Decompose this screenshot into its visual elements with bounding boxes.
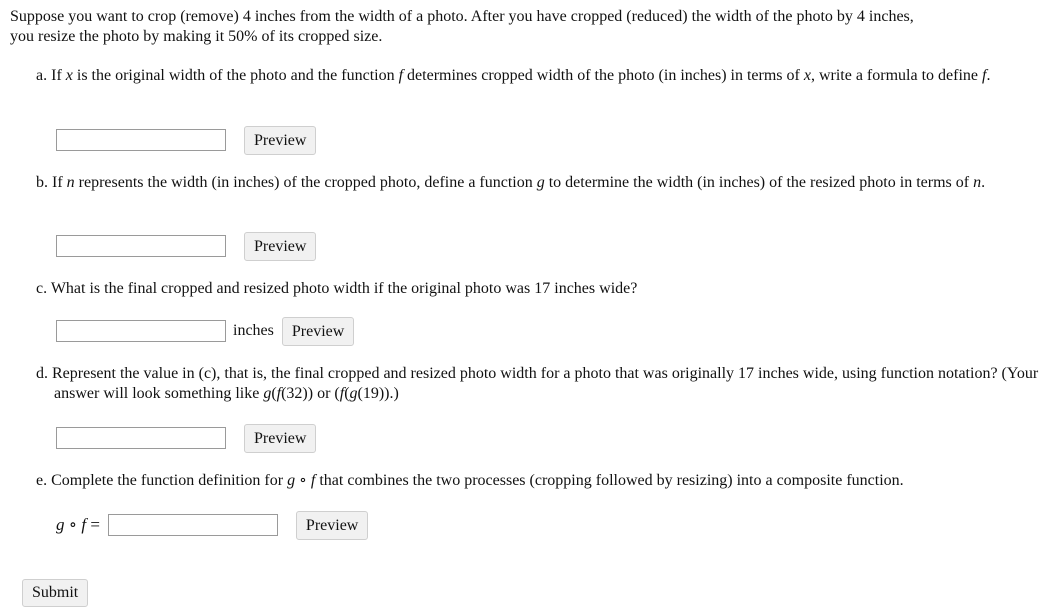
part-b-text-3: to determine the width (in inches) of the resized photo in	[548, 174, 913, 191]
part-c-answer-input[interactable]	[56, 320, 226, 342]
part-d-text-1: Represent the value in (c), that is, the final cropped and resized photo width for a photo that was originally 17 inches wide, using function	[52, 365, 934, 382]
part-e-text-2: that combines the two processes (cropping followed by resizing) into a composite function.	[319, 472, 904, 489]
part-d-example-2-paren: (	[334, 385, 340, 402]
part-b-preview-button[interactable]: Preview	[244, 232, 316, 261]
part-a-text-5: to define	[921, 67, 978, 84]
submit-button[interactable]: Submit	[22, 579, 88, 607]
part-d-question	[36, 364, 1040, 404]
part-a-var-f-2: f	[982, 67, 987, 84]
part-a-answer-row	[56, 126, 316, 154]
part-e-answer-row	[56, 511, 368, 539]
part-e-var-g: g	[287, 472, 296, 489]
part-c-text: What is the final cropped and resized photo width if the original photo was 17 inches wide?	[50, 280, 638, 297]
part-b-letter: b.	[36, 174, 48, 191]
part-d-answer-row	[56, 424, 316, 452]
part-a-text-1: If	[51, 67, 62, 84]
part-a-text-4: , write a formula	[810, 67, 918, 84]
part-d-example-1-arg: (32))	[281, 385, 314, 402]
part-e-var-f: f	[310, 472, 316, 489]
part-a-letter: a.	[36, 67, 48, 84]
part-d-preview-button[interactable]: Preview	[244, 424, 316, 453]
part-d-letter: d.	[36, 365, 48, 382]
part-d-example-2-g: g	[349, 385, 358, 402]
part-d-answer-input[interactable]	[56, 427, 226, 449]
part-c-preview-button[interactable]: Preview	[282, 317, 354, 346]
part-b-text-2: represents the width (in inches) of the cropped photo, define a function	[78, 174, 533, 191]
part-e-question	[36, 471, 1040, 491]
part-b-var-n-2: n	[973, 174, 982, 191]
intro-line-1: Suppose you want to crop (remove) 4 inches from the width of a photo. After you have cropped (reduced) the width of the photo by 4 inches,	[10, 8, 914, 25]
part-e-lhs-equals: =	[90, 515, 100, 534]
part-b-text-5: .	[981, 174, 986, 191]
part-c-letter: c.	[36, 280, 48, 297]
intro-line-2: you resize the photo by making it 50% of its cropped size.	[10, 28, 383, 45]
part-b-var-g: g	[536, 174, 545, 191]
part-d-text-or: or	[317, 385, 331, 402]
part-b-text-4: terms of	[916, 174, 970, 191]
part-a-var-x: x	[65, 67, 73, 84]
part-a-preview-button[interactable]: Preview	[244, 126, 316, 155]
part-d-example-2-arg: (19)).)	[357, 385, 399, 402]
part-a-text-3: determines cropped width of the photo (in inches) in terms of	[407, 67, 800, 84]
part-b-answer-input[interactable]	[56, 235, 226, 257]
part-a-question	[36, 66, 1040, 86]
part-e-lhs-g: g	[56, 515, 65, 534]
part-d-example-1-f: f	[276, 385, 282, 402]
part-b-question	[36, 173, 1040, 193]
part-b-answer-row	[56, 232, 316, 260]
part-a-text-6: .	[986, 67, 991, 84]
part-d-example-2-paren-2: (	[344, 385, 350, 402]
part-e-lhs-operator: ∘	[68, 515, 78, 534]
part-a-answer-input[interactable]	[56, 129, 226, 151]
part-d-example-1-g: g	[263, 385, 272, 402]
part-a-text-2: is the original width of the photo and the function	[76, 67, 395, 84]
part-e-letter: e.	[36, 472, 48, 489]
part-a-var-f: f	[398, 67, 404, 84]
part-c-answer-row	[56, 317, 354, 345]
part-e-text-1: Complete the function definition for	[51, 472, 284, 489]
part-c-question	[36, 279, 1040, 299]
part-e-preview-button[interactable]: Preview	[296, 511, 368, 540]
problem-statement	[10, 7, 1015, 47]
part-e-lhs	[56, 515, 100, 535]
part-e-lhs-f: f	[81, 515, 87, 534]
part-d-example-1-paren: (	[271, 385, 277, 402]
part-e-compose-operator: ∘	[299, 472, 307, 489]
part-a-var-x-2: x	[803, 67, 811, 84]
part-b-var-n: n	[66, 174, 75, 191]
part-d-example-2-f: f	[339, 385, 345, 402]
part-b-text-1: If	[52, 174, 63, 191]
part-d-text-2: notation? (Your answer will look something like	[54, 365, 1039, 402]
part-e-answer-input[interactable]	[108, 514, 278, 536]
part-c-unit-label: inches	[233, 322, 274, 339]
